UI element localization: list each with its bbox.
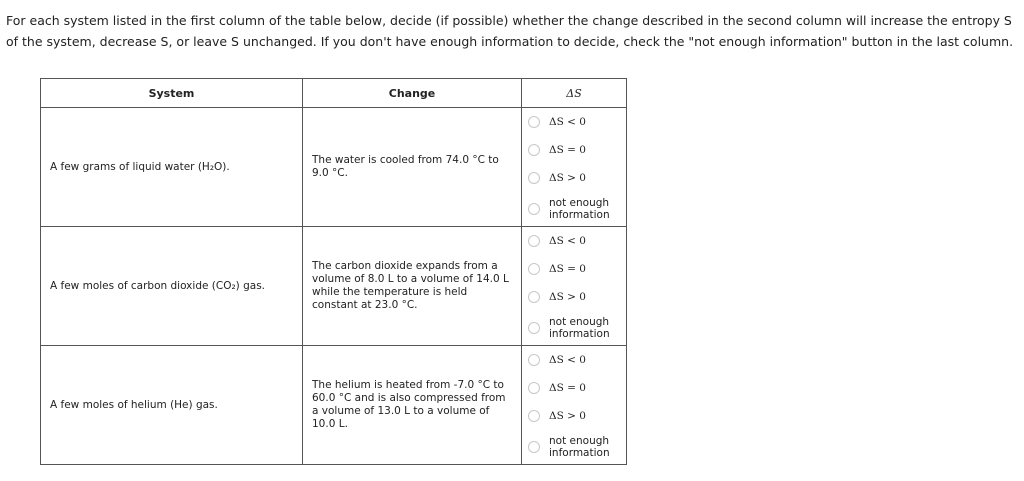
option-label: ΔS > 0	[549, 410, 586, 422]
option-ds-negative[interactable]	[522, 108, 626, 136]
radio-button[interactable]	[528, 354, 540, 366]
change-cell: The helium is heated from -7.0 °C to 60.0 °C and is also compressed from a volume of 13.0 L to a volume of 10.0 L.	[303, 346, 522, 465]
system-cell: A few grams of liquid water (H₂O).	[41, 108, 303, 227]
radio-button[interactable]	[528, 144, 540, 156]
option-ds-zero[interactable]	[522, 374, 626, 402]
table-row	[41, 108, 627, 227]
table-row	[41, 346, 627, 465]
header-row	[41, 79, 627, 108]
option-label: ΔS > 0	[549, 291, 586, 303]
header-delta-s: ΔS	[522, 79, 627, 108]
radio-button[interactable]	[528, 410, 540, 422]
radio-button[interactable]	[528, 116, 540, 128]
option-ds-negative[interactable]	[522, 346, 626, 374]
radio-button[interactable]	[528, 172, 540, 184]
option-ds-zero[interactable]	[522, 136, 626, 164]
instructions-text: For each system listed in the first column of the table below, decide (if possible) whether the change described in the second column will increase the entropy S of the system, decrease S, or leave S unchanged. If you don't have enough information to decide, check the "not enough information" button in the last column.	[6, 13, 1014, 49]
entropy-table	[40, 78, 627, 465]
option-label: not enough information	[549, 316, 610, 340]
delta-s-options	[522, 346, 627, 465]
header-change: Change	[303, 79, 522, 108]
option-not-enough-info[interactable]	[522, 192, 626, 226]
radio-button[interactable]	[528, 235, 540, 247]
option-ds-negative[interactable]	[522, 227, 626, 255]
system-cell: A few moles of carbon dioxide (CO₂) gas.	[41, 227, 303, 346]
radio-button[interactable]	[528, 263, 540, 275]
option-not-enough-info[interactable]	[522, 430, 626, 464]
delta-s-options	[522, 108, 627, 227]
option-label: ΔS < 0	[549, 354, 586, 366]
option-label: ΔS < 0	[549, 116, 586, 128]
option-label: ΔS = 0	[549, 263, 586, 275]
option-ds-zero[interactable]	[522, 255, 626, 283]
option-label: ΔS = 0	[549, 144, 586, 156]
radio-button[interactable]	[528, 441, 540, 453]
option-not-enough-info[interactable]	[522, 311, 626, 345]
option-label: ΔS = 0	[549, 382, 586, 394]
option-ds-positive[interactable]	[522, 402, 626, 430]
option-label: ΔS < 0	[549, 235, 586, 247]
radio-button[interactable]	[528, 322, 540, 334]
radio-button[interactable]	[528, 203, 540, 215]
change-cell: The carbon dioxide expands from a volume of 8.0 L to a volume of 14.0 L while the temperature is held constant at 23.0 °C.	[303, 227, 522, 346]
table-row	[41, 227, 627, 346]
system-cell: A few moles of helium (He) gas.	[41, 346, 303, 465]
option-ds-positive[interactable]	[522, 283, 626, 311]
header-system: System	[41, 79, 303, 108]
option-label: ΔS > 0	[549, 172, 586, 184]
option-label: not enough information	[549, 435, 610, 459]
radio-button[interactable]	[528, 382, 540, 394]
radio-button[interactable]	[528, 291, 540, 303]
change-cell: The water is cooled from 74.0 °C to 9.0 °C.	[303, 108, 522, 227]
delta-s-options	[522, 227, 627, 346]
option-label: not enough information	[549, 197, 610, 221]
option-ds-positive[interactable]	[522, 164, 626, 192]
